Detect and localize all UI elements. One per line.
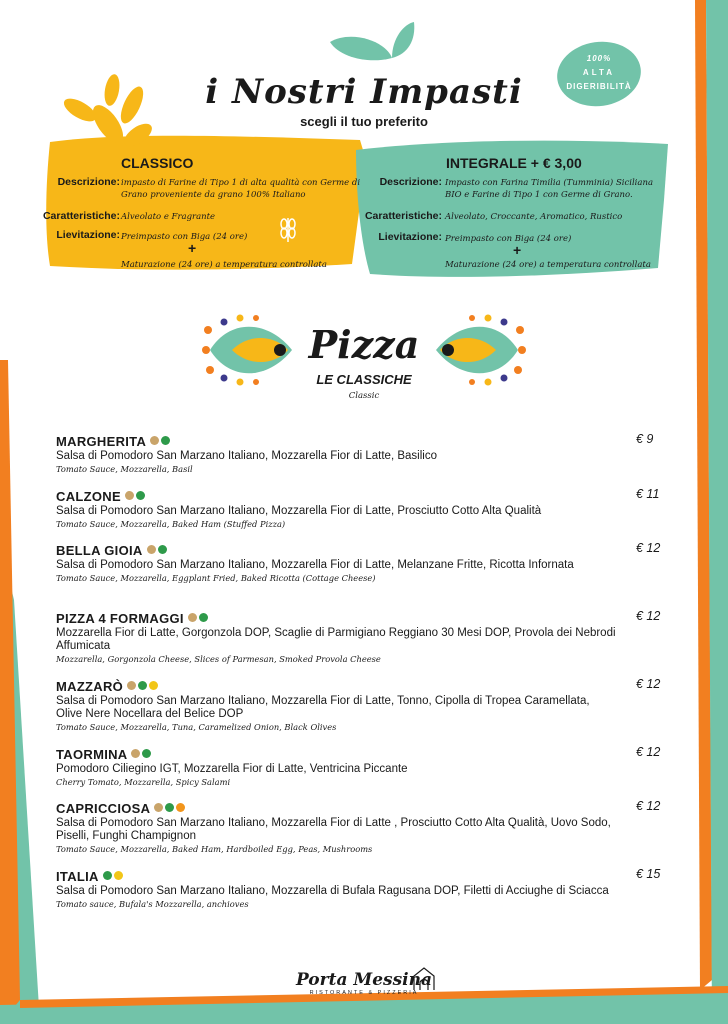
tan-dot-icon	[125, 491, 134, 500]
logo-tagline: RISTORANTE & PIZZERIA	[309, 990, 419, 996]
integrale-desc-label: Descrizione:	[379, 176, 442, 188]
item-description: Salsa di Pomodoro San Marzano Italiano, Mozzarella Fior di Latte, Basilico	[56, 450, 437, 463]
integrale-char-label: Caratteristiche:	[364, 210, 442, 222]
classico-title: CLASSICO	[121, 155, 194, 171]
item-price: € 12	[636, 677, 661, 691]
item-description-en: Tomato Sauce, Mozzarella, Baked Ham, Hardboiled Egg, Peas, Mushrooms	[56, 844, 373, 855]
classico-char-value: Alveolato e Fragrante	[121, 212, 216, 222]
green-dot-icon	[165, 803, 174, 812]
classico-brush	[46, 136, 366, 270]
item-description-en: Mozzarella, Gorgonzola Cheese, Slices of Parmesan, Smoked Provola Cheese	[56, 654, 381, 665]
item-description-en: Tomato Sauce, Mozzarella, Basil	[56, 464, 193, 475]
item-description: Mozzarella Fior di Latte, Gorgonzola DOP, Scaglie di Parmigiano Reggiano 30 Mesi DOP, Provola dei Nebrodi Affumicata	[56, 627, 616, 653]
badge-line-2: ALTA	[582, 68, 616, 77]
green-dot-icon	[138, 681, 147, 690]
tan-dot-icon	[147, 545, 156, 554]
green-dot-icon	[142, 749, 151, 758]
yellow-dot-icon	[149, 681, 158, 690]
menu-item	[56, 677, 676, 734]
item-description: Pomodoro Ciliegino IGT, Mozzarella Fior di Latte, Ventricina Piccante	[56, 763, 408, 776]
integrale-plus: +	[513, 242, 522, 258]
allergen-icons	[188, 609, 210, 627]
tan-dot-icon	[131, 749, 140, 758]
item-name: BELLA GIOIA	[56, 542, 143, 558]
item-price: € 12	[636, 799, 661, 813]
item-description-en: Tomato Sauce, Mozzarella, Baked Ham (Stuffed Pizza)	[56, 519, 286, 530]
menu-item	[56, 541, 676, 585]
item-price: € 12	[636, 745, 661, 759]
allergen-icons	[127, 677, 160, 695]
section-category-en: Classic	[348, 391, 380, 401]
item-name: MARGHERITA	[56, 433, 147, 449]
allergen-icons	[147, 541, 169, 559]
menu-item	[56, 609, 676, 666]
menu-item	[56, 745, 676, 789]
tan-dot-icon	[150, 436, 159, 445]
item-name: TAORMINA	[56, 746, 128, 762]
item-description-en: Tomato Sauce, Mozzarella, Eggplant Fried, Baked Ricotta (Cottage Cheese)	[56, 573, 376, 584]
item-description-en: Cherry Tomato, Mozzarella, Spicy Salami	[56, 777, 231, 788]
digestibility-badge	[556, 44, 642, 104]
menu-item	[56, 799, 676, 856]
item-description: Salsa di Pomodoro San Marzano Italiano, Mozzarella Fior di Latte, Tonno, Cipolla di Tropea Caramellata, Olive Nere Nocellara del Belice DOP	[56, 695, 590, 721]
item-description: Salsa di Pomodoro San Marzano Italiano, Mozzarella di Bufala Ragusana DOP, Filetti di Acciughe di Sciacca	[56, 885, 609, 898]
menu-item	[56, 867, 676, 911]
badge-line-1: 100%	[586, 54, 612, 63]
tan-dot-icon	[188, 613, 197, 622]
classico-rise-value: Preimpasto con Biga (24 ore)	[121, 232, 248, 242]
page-subtitle: scegli il tuo preferito	[300, 114, 428, 129]
footer-logo	[0, 970, 728, 996]
orange-dot-icon	[176, 803, 185, 812]
green-dot-icon	[103, 871, 112, 880]
item-price: € 11	[636, 487, 660, 501]
section-title: Pizza	[308, 322, 420, 367]
item-description: Salsa di Pomodoro San Marzano Italiano, Mozzarella Fior di Latte, Melanzane Fritte, Ricotta Infornata	[56, 559, 574, 572]
item-name: CAPRICCIOSA	[56, 800, 151, 816]
item-name: CALZONE	[56, 488, 121, 504]
menu-item	[56, 487, 676, 531]
yellow-dot-icon	[114, 871, 123, 880]
green-dot-icon	[136, 491, 145, 500]
allergen-icons	[150, 432, 172, 450]
allergen-icons	[154, 799, 187, 817]
classico-char-label: Caratteristiche:	[42, 210, 120, 222]
logo-name: Porta Messina	[295, 970, 433, 990]
allergen-icons	[103, 867, 125, 885]
item-name: MAZZARÒ	[56, 678, 124, 694]
classico-plus: +	[188, 240, 197, 256]
section-category: LE CLASSICHE	[316, 372, 412, 387]
integrale-char-value: Alveolato, Croccante, Aromatico, Rustico	[445, 212, 623, 222]
item-description: Salsa di Pomodoro San Marzano Italiano, Mozzarella Fior di Latte , Prosciutto Cotto Alta Qualità, Uovo Sodo, Piselli, Funghi Champignon	[56, 817, 611, 843]
integrale-rise-value: Preimpasto con Biga (24 ore)	[445, 234, 572, 244]
classico-extra: Maturazione (24 ore) a temperatura controllata	[121, 260, 327, 270]
page-title: i Nostri Impasti	[205, 72, 523, 112]
integrale-extra: Maturazione (24 ore) a temperatura controllata	[445, 260, 651, 270]
item-price: € 15	[636, 867, 661, 881]
item-name: ITALIA	[56, 868, 99, 884]
item-description-en: Tomato Sauce, Mozzarella, Tuna, Caramelized Onion, Black Olives	[56, 722, 337, 733]
leaf-icon	[330, 22, 414, 60]
classico-desc-value: impasto di Farine di Tipo 1 di alta qualità con Germe di Grano proveniente da grano 100% Italiano	[121, 178, 361, 200]
classico-desc-label: Descrizione:	[57, 176, 120, 188]
item-name: PIZZA 4 FORMAGGI	[56, 610, 184, 626]
green-dot-icon	[161, 436, 170, 445]
green-dot-icon	[158, 545, 167, 554]
integrale-desc-value: Impasto con Farina Timilia (Tumminia) Siciliana BIO e Farine di Tipo 1 con Germe di Grano.	[445, 178, 654, 200]
item-price: € 9	[636, 432, 654, 446]
item-description-en: Tomato sauce, Bufala's Mozzarella, anchioves	[56, 899, 249, 910]
item-price: € 12	[636, 609, 661, 623]
tan-dot-icon	[154, 803, 163, 812]
item-price: € 12	[636, 541, 661, 555]
item-description: Salsa di Pomodoro San Marzano Italiano, Mozzarella Fior di Latte, Prosciutto Cotto Alta Qualità	[56, 505, 542, 518]
menu-item	[56, 432, 676, 476]
allergen-icons	[125, 487, 147, 505]
allergen-icons	[131, 745, 153, 763]
classico-rise-label: Lievitazione:	[56, 229, 120, 241]
integrale-title: INTEGRALE + € 3,00	[446, 155, 582, 171]
badge-line-3: DIGERIBILITÀ	[566, 82, 632, 91]
green-dot-icon	[199, 613, 208, 622]
integrale-rise-label: Lievitazione:	[378, 231, 442, 243]
tan-dot-icon	[127, 681, 136, 690]
